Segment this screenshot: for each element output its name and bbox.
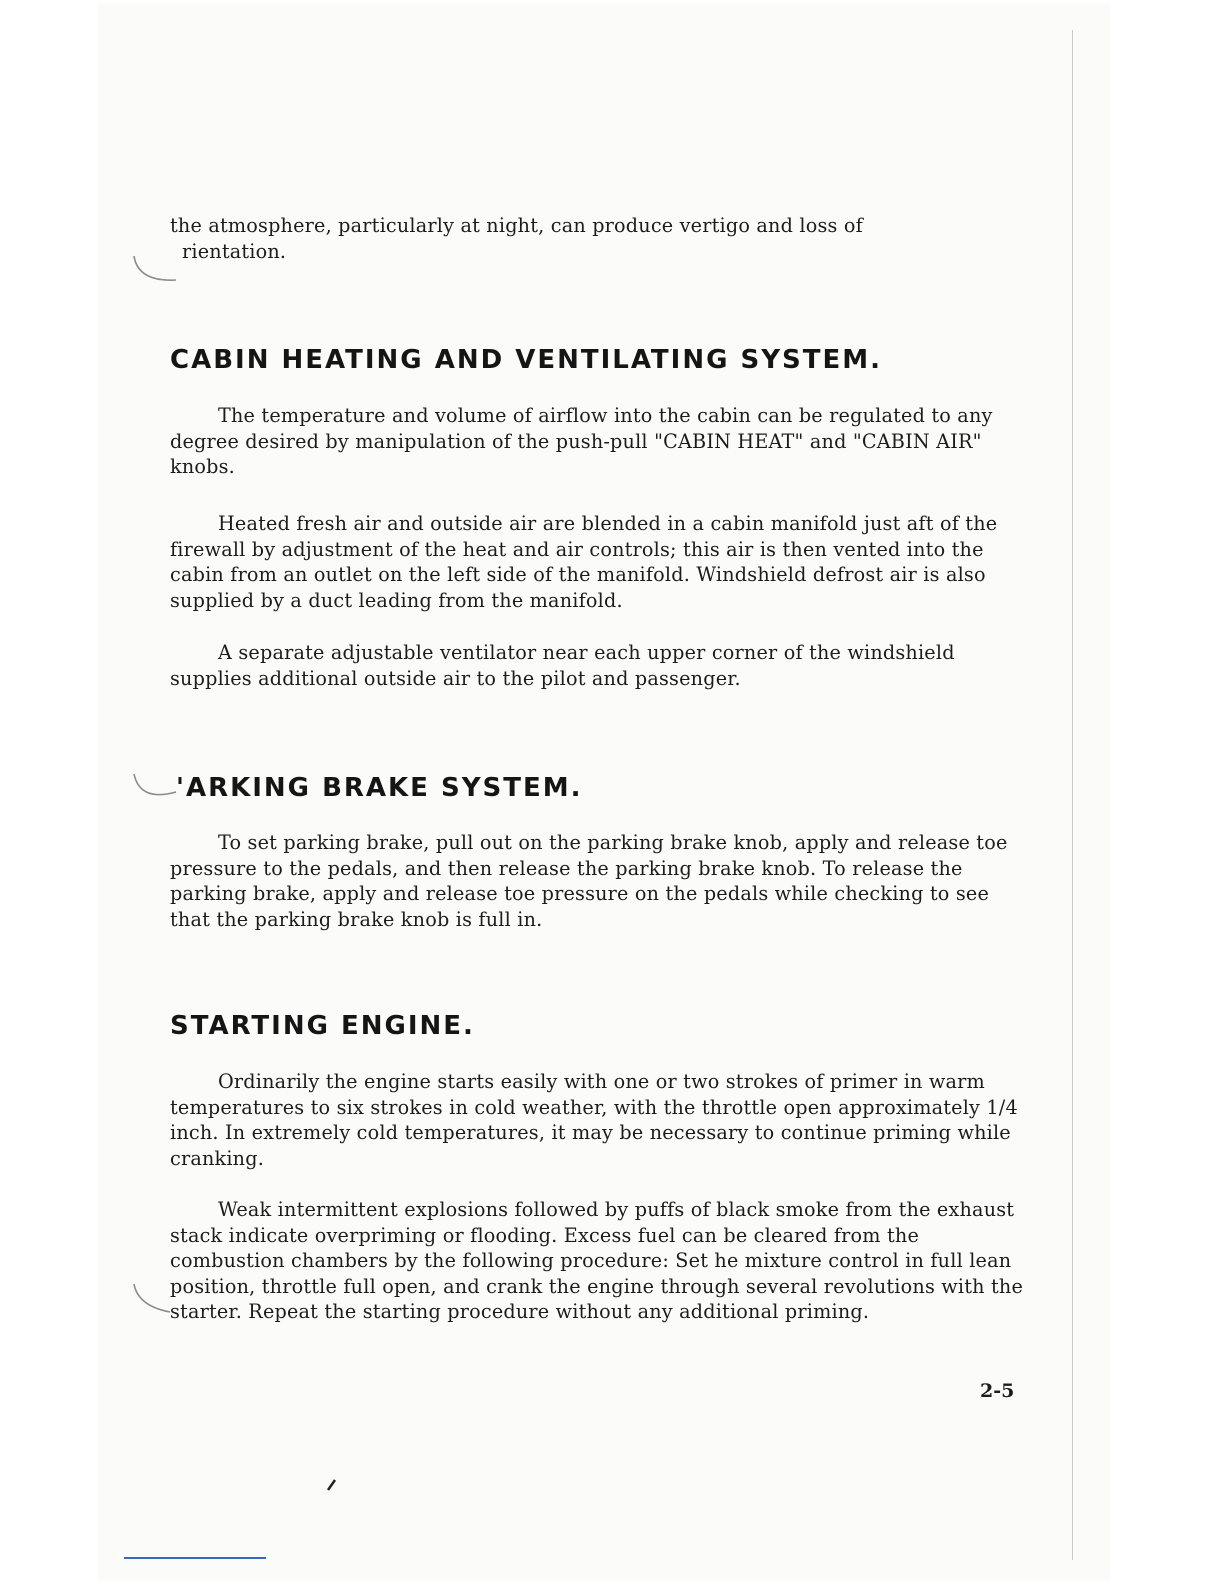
section-body-starting-engine-2: [170, 1197, 1030, 1325]
paragraph: The temperature and volume of airflow into the cabin can be regulated to any degree desired by manipulation of the push-pull "CABIN HEAT" and "CABIN AIR" knobs.: [170, 404, 993, 479]
paragraph: Weak intermittent explosions followed by puffs of black smoke from the exhaust stack indicate overpriming or flooding. Excess fuel can be cleared from the combustion chambers by the following procedure: Set he mixture control in full lean position, throttle full open, and crank the engine through several revolutions with the starter. Repeat the starting procedure without any additional priming.: [170, 1198, 1024, 1324]
section-body-starting-engine: [170, 1069, 1030, 1171]
section-body-cabin-heating-2: [170, 511, 1030, 613]
ink-speck: [326, 1478, 338, 1492]
paragraph: A separate adjustable ventilator near each upper corner of the windshield supplies additional outside air to the pilot and passenger.: [170, 641, 955, 690]
binder-hole-mark: [128, 254, 184, 286]
page-number: 2-5: [980, 1380, 1015, 1402]
intro-line-1: the atmosphere, particularly at night, can produce vertigo and loss of: [170, 214, 863, 237]
intro-line-2: rientation.: [182, 239, 287, 263]
section-heading-parking-brake: 'ARKING BRAKE SYSTEM.: [176, 773, 583, 803]
paragraph: Ordinarily the engine starts easily with one or two strokes of primer in warm temperatures to six strokes in cold weather, with the throttle open approximately 1/4 inch. In extremely cold temperatures, it may be necessary to continue priming while cranking.: [170, 1070, 1018, 1170]
footer-rule: [124, 1557, 266, 1559]
section-body-parking-brake: [170, 830, 1030, 932]
page-edge-line: [1072, 30, 1073, 1560]
section-heading-starting-engine: STARTING ENGINE.: [170, 1011, 475, 1041]
section-heading-cabin-heating: CABIN HEATING AND VENTILATING SYSTEM.: [170, 345, 883, 375]
section-body-cabin-heating-3: [170, 640, 1030, 691]
intro-text: [170, 213, 1030, 264]
section-body-cabin-heating: [170, 403, 1030, 480]
paragraph: To set parking brake, pull out on the parking brake knob, apply and release toe pressure to the pedals, and then release the parking brake knob. To release the parking brake, apply and release toe pressure on the pedals while checking to see that the parking brake knob is full in.: [170, 831, 1008, 931]
paragraph: Heated fresh air and outside air are blended in a cabin manifold just aft of the firewall by adjustment of the heat and air controls; this air is then vented into the cabin from an outlet on the left side of the manifold. Windshield defrost air is also supplied by a duct leading from the manifold.: [170, 512, 998, 612]
